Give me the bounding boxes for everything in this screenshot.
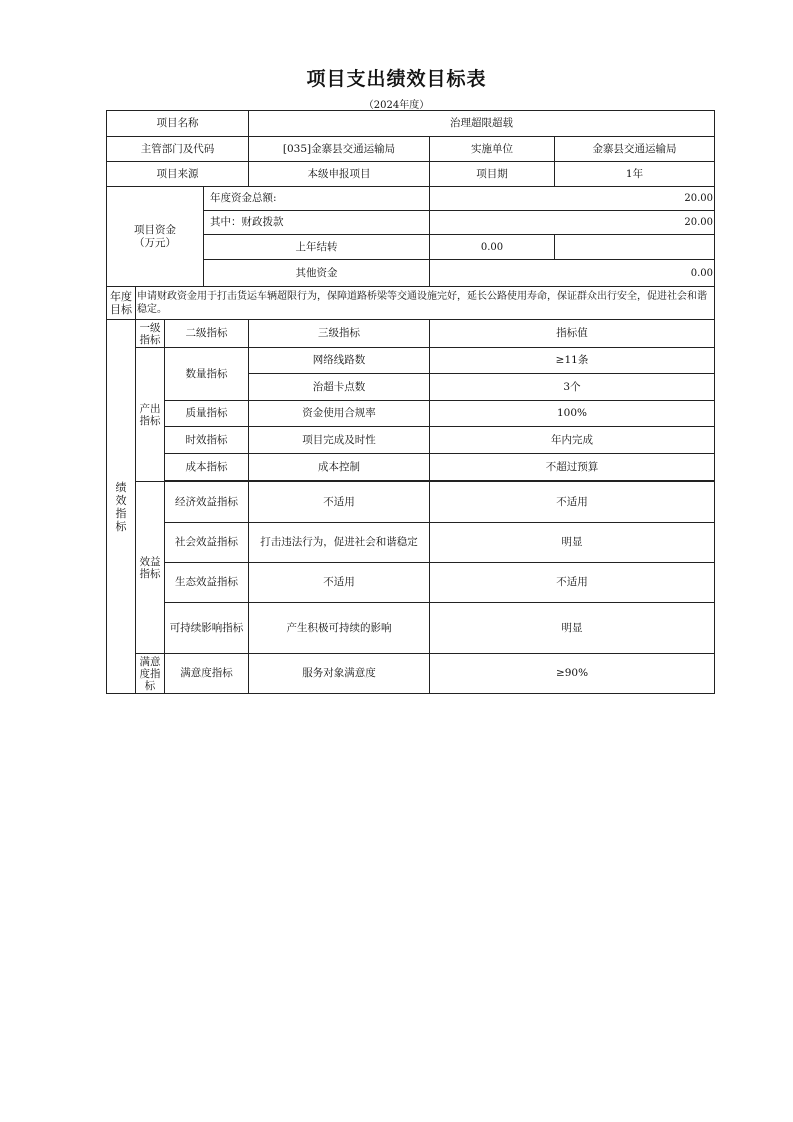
funds-carryover-label: 上年结转 [204,235,430,260]
performance-label-text: 绩 效 指 标 [115,480,127,533]
row-annual-goal [107,287,715,320]
quantity-item-value: ≥11条 [430,348,715,374]
cost-name: 成本控制 [249,454,430,481]
social-label: 社会效益指标 [165,523,249,563]
level1-header [136,320,165,348]
sustain-value: 明显 [430,603,715,654]
funds-other-label: 其他资金 [204,260,430,287]
department-label: 主管部门及代码 [107,137,249,162]
funds-fiscal-label: 其中：财政拨款 [204,211,430,235]
sustain-label: 可持续影响指标 [165,603,249,654]
row-funds-total [107,187,715,211]
quantity-item-name: 治超卡点数 [249,374,430,401]
row-output-cost [107,454,715,481]
row-source [107,162,715,187]
economic-label: 经济效益指标 [165,482,249,523]
economic-name: 不适用 [249,482,430,523]
row-benefit-ecological [107,563,715,603]
social-name: 打击违法行为，促进社会和谐稳定 [249,523,430,563]
quality-label: 质量指标 [165,401,249,427]
row-satisfaction [107,654,715,694]
row-department [107,137,715,162]
implementing-unit-value: 金寨县交通运输局 [555,137,715,162]
annual-goal-text: 申请财政资金用于打击货运车辆超限行为，保障道路桥梁等交通设施完好，延长公路使用寿命，保证群众出行安全，促进社会和谐稳定。 [136,287,715,320]
funds-carryover-value: 0.00 [430,235,555,260]
eco-name: 不适用 [249,563,430,603]
satisfaction-name: 服务对象满意度 [249,654,430,694]
benefit-label [136,482,165,654]
project-name-value: 治理超限超载 [249,111,715,137]
quantity-label: 数量指标 [165,348,249,401]
benefit-label-text: 效益 指标 [139,555,161,580]
cost-value: 不超过预算 [430,454,715,481]
time-name: 项目完成及时性 [249,427,430,454]
row-indicator-header [107,320,715,348]
row-benefit-sustainable [107,603,715,654]
sustain-name: 产生积极可持续的影响 [249,603,430,654]
source-label: 项目来源 [107,162,249,187]
quantity-item-value: 3个 [430,374,715,401]
funds-fiscal-value: 20.00 [430,211,715,235]
funds-carryover-spare [555,235,715,260]
row-project-name [107,111,715,137]
period-value: 1年 [555,162,715,187]
implementing-unit-label: 实施单位 [430,137,555,162]
funds-total-value: 20.00 [430,187,715,211]
value-header: 指标值 [430,320,715,348]
funds-label [107,187,204,287]
eco-label: 生态效益指标 [165,563,249,603]
satisfaction-label-text: 满意 度指 标 [139,655,161,692]
eco-value: 不适用 [430,563,715,603]
level2-header: 二级指标 [165,320,249,348]
performance-table [106,110,715,694]
quality-name: 资金使用合规率 [249,401,430,427]
output-label [136,348,165,482]
year-subtitle: （2024年度） [363,100,430,111]
time-value: 年内完成 [430,427,715,454]
satisfaction-value: ≥90% [430,654,715,694]
quality-value: 100% [430,401,715,427]
economic-value: 不适用 [430,482,715,523]
row-output-quantity-1 [107,348,715,374]
quantity-item-name: 网络线路数 [249,348,430,374]
output-label-text: 产出 指标 [139,402,161,427]
level3-header: 三级指标 [249,320,430,348]
time-label: 时效指标 [165,427,249,454]
performance-label [107,320,136,694]
social-value: 明显 [430,523,715,563]
page-title: 项目支出绩效目标表 [306,68,487,90]
row-benefit-social [107,523,715,563]
period-label: 项目期 [430,162,555,187]
funds-label-text: 项目资金 （万元） [134,223,176,249]
annual-goal-label [107,287,136,320]
annual-goal-label-text: 年度 目标 [110,290,132,316]
funds-total-label: 年度资金总额: [204,187,430,211]
project-name-label: 项目名称 [107,111,249,137]
level1-header-text: 一级 指标 [139,321,161,346]
cost-label: 成本指标 [165,454,249,481]
funds-other-value: 0.00 [430,260,715,287]
row-output-time [107,427,715,454]
source-value: 本级申报项目 [249,162,430,187]
satisfaction-sub-label: 满意度指标 [165,654,249,694]
department-value: [035]金寨县交通运输局 [249,137,430,162]
satisfaction-label [136,654,165,694]
row-output-quality [107,401,715,427]
row-benefit-economic [107,482,715,523]
